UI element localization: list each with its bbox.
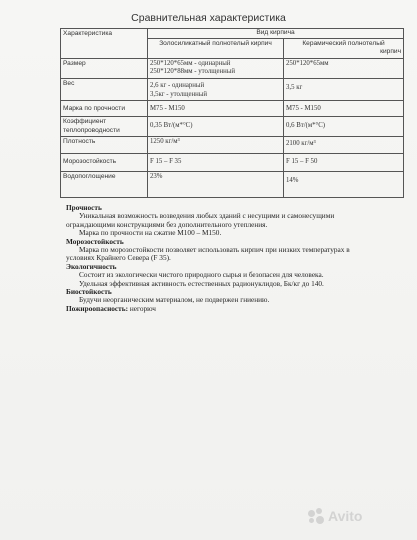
section-heading-strength: Прочность: [66, 203, 102, 212]
header-brick-type: Вид кирпича: [148, 29, 404, 39]
row-value-silicate: 0,35 Вт/(м*°C): [148, 117, 284, 137]
document-title: Сравнительная характеристика: [131, 12, 286, 24]
section-heading-frost: Морозостойкость: [66, 236, 124, 246]
table-header-row: [61, 29, 404, 39]
row-value-silicate: 23%: [148, 172, 284, 198]
row-value-silicate: 2,6 кг - одинарный 3,5кг - утолщенный: [148, 78, 284, 100]
row-value-silicate: 1250 кг/м³: [148, 137, 284, 154]
paragraph: Удельная эффективная активность естественных радионуклидов, Бк/кг до 140.: [79, 278, 324, 288]
section-heading-ecology: Экологичность: [66, 261, 117, 271]
row-name: Размер: [61, 58, 148, 78]
header-type-ceramic: Керамический полнотелый кирпич: [284, 38, 404, 58]
watermark-text: Avito: [328, 508, 363, 524]
paragraph: Состоит из экологически чистого природного сырья и безопасен для человека.: [79, 270, 324, 280]
table-row: [61, 154, 404, 172]
paragraph: Уникальная возможность возведения любых зданий с несущими и самонесущими: [79, 211, 335, 221]
row-value-silicate: F 15 – F 35: [148, 154, 284, 172]
section-heading-bio: Биостойкость: [66, 287, 112, 297]
row-value-silicate: 250*120*65мм - одинарный 250*120*88мм - утолщенный: [148, 58, 284, 78]
row-name: Водопоглощение: [61, 172, 148, 198]
row-name: Марка по прочности: [61, 101, 148, 117]
row-value-ceramic: 0,6 Вт/(м*°C): [284, 117, 404, 137]
comparison-table: [60, 28, 404, 198]
paragraph: условиях Крайнего Севера (F 35).: [66, 253, 171, 263]
row-value-ceramic: 2100 кг/м³: [284, 137, 404, 154]
table-row: [61, 172, 404, 198]
table-row: [61, 137, 404, 154]
row-name: Вес: [61, 78, 148, 100]
fire-safety-value: негорюч: [128, 303, 156, 313]
table-row: [61, 101, 404, 117]
fire-safety-line: [66, 305, 406, 313]
row-value-ceramic: 250*120*65мм: [284, 58, 404, 78]
header-characteristic: Характеристика: [61, 29, 148, 59]
paragraph: Марка по прочности на сжатие M100 – M150.: [79, 228, 222, 238]
row-name: Коэффициент теплопроводности: [61, 117, 148, 137]
section-heading-fire: Пожироопасность:: [66, 303, 129, 313]
row-value-ceramic: 3,5 кг: [284, 78, 404, 100]
avito-logo-icon: [306, 507, 324, 525]
paragraph: Будучи неорганическим материалом, не подвержен гниению.: [79, 295, 270, 305]
paragraph: Марка по морозостойкости позволяет использовать кирпич при низких температурах в: [79, 245, 350, 255]
table-row: [61, 78, 404, 100]
row-name: Плотность: [61, 137, 148, 154]
row-value-silicate: M75 - M150: [148, 101, 284, 117]
header-type-silicate: Золосиликатный полнотелый кирпич: [148, 38, 284, 58]
paragraph: ограждающими конструкциями без дополнительного утепления.: [66, 219, 268, 229]
table-row: [61, 58, 404, 78]
table-row: [61, 117, 404, 137]
description-text: [66, 204, 406, 313]
row-name: Морозостойкость: [61, 154, 148, 172]
row-value-ceramic: M75 - M150: [284, 101, 404, 117]
row-value-ceramic: 14%: [284, 172, 404, 198]
avito-watermark: [306, 507, 362, 525]
row-value-ceramic: F 15 – F 50: [284, 154, 404, 172]
